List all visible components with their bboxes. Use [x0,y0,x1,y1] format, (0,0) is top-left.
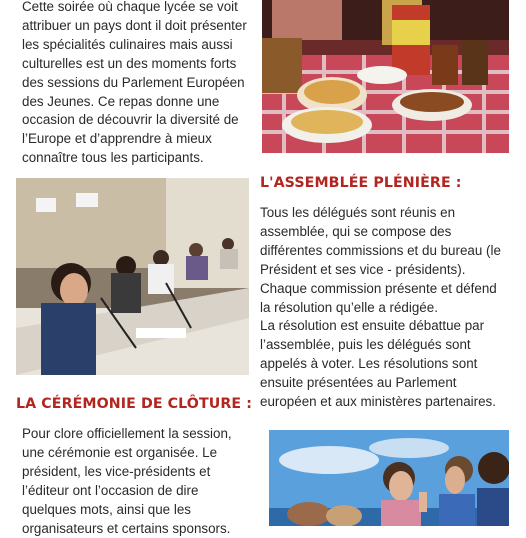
food-table-photo [262,0,509,153]
assemblee-heading: L'ASSEMBLÉE PLÉNIÈRE : [260,175,462,191]
ceremonie-text-block [22,425,262,538]
outdoor-group-photo [269,430,509,526]
assemblee-paragraph: Tous les délégués sont réunis en assemblée, qui se compose des différentes commissions et du bureau (le Président et ses vice - présidents). Chaque commission présente et défend la résolution qu’elle a rédigée. La résolution est ensuite débattue par l’assemblée, puis les délégués sont appelés à voter. Les résolutions sont ensuite présentées au Parlement européen et aux ministères partenaires. [260,205,501,410]
ceremonie-heading: LA CÉRÉMONIE DE CLÔTURE : [16,396,252,412]
ceremonie-paragraph: Pour clore officiellement la session, une cérémonie est organisée. Le président, les vice-présidents et l’éditeur ont l’occasion de dire quelques mots, ainsi que les organisateurs et certains sponsors. [22,426,232,536]
assembly-delegates-photo [16,178,249,375]
intro-paragraph: Cette soirée où chaque lycée se voit attribuer un pays dont il doit présenter les spécialités culinaires mais aussi culturelles est un des moments forts des sessions du Parlement Européen des Jeunes. Ce repas donne une occasion de découvrir la diversité de l’Europe et d’apprendre à mieux connaître tous les participants. [22,0,247,166]
assemblee-text-block [260,204,522,412]
intro-text-block [22,0,262,168]
